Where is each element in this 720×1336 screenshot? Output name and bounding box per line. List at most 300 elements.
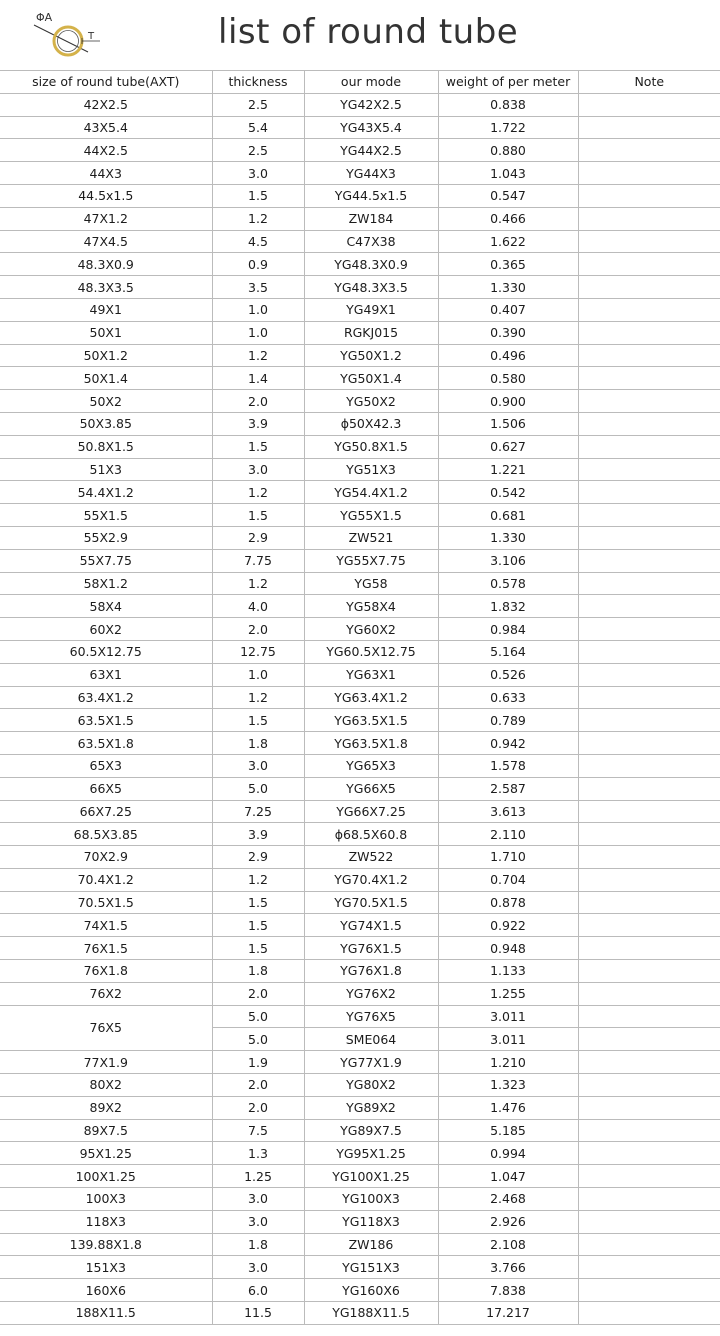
mode-cell: YG54.4X1.2 — [304, 481, 438, 504]
table-row — [0, 663, 720, 686]
note-cell — [578, 549, 720, 572]
mode-cell: YG60X2 — [304, 618, 438, 641]
size-cell: 48.3X0.9 — [0, 253, 212, 276]
weight-cell: 0.407 — [438, 298, 578, 321]
note-cell — [578, 914, 720, 937]
size-cell: 80X2 — [0, 1074, 212, 1097]
table-body — [0, 93, 720, 1324]
table-row — [0, 1302, 720, 1325]
header-weight: weight of per meter — [438, 71, 578, 94]
weight-cell: 1.506 — [438, 412, 578, 435]
weight-cell: 17.217 — [438, 1302, 578, 1325]
weight-cell: 1.330 — [438, 526, 578, 549]
table-row — [0, 504, 720, 527]
size-cell: 63.5X1.5 — [0, 709, 212, 732]
note-cell — [578, 93, 720, 116]
thickness-cell: 1.5 — [212, 937, 304, 960]
thickness-cell: 0.9 — [212, 253, 304, 276]
note-cell — [578, 1074, 720, 1097]
thickness-cell: 3.0 — [212, 1188, 304, 1211]
size-cell: 43X5.4 — [0, 116, 212, 139]
table-row — [0, 686, 720, 709]
thickness-cell: 1.8 — [212, 732, 304, 755]
weight-cell: 0.365 — [438, 253, 578, 276]
size-cell: 50X1 — [0, 321, 212, 344]
weight-cell: 0.994 — [438, 1142, 578, 1165]
table-row — [0, 93, 720, 116]
mode-cell: YG188X11.5 — [304, 1302, 438, 1325]
weight-cell: 0.526 — [438, 663, 578, 686]
table-row — [0, 367, 720, 390]
weight-cell: 0.948 — [438, 937, 578, 960]
table-header-row — [0, 71, 720, 94]
thickness-cell: 1.8 — [212, 1233, 304, 1256]
thickness-cell: 1.2 — [212, 868, 304, 891]
table-row — [0, 982, 720, 1005]
weight-cell: 3.106 — [438, 549, 578, 572]
thickness-cell: 3.0 — [212, 1210, 304, 1233]
weight-cell: 7.838 — [438, 1279, 578, 1302]
note-cell — [578, 253, 720, 276]
mode-cell: YG76X2 — [304, 982, 438, 1005]
note-cell — [578, 367, 720, 390]
note-cell — [578, 184, 720, 207]
weight-cell: 1.210 — [438, 1051, 578, 1074]
header-thickness: thickness — [212, 71, 304, 94]
note-cell — [578, 732, 720, 755]
weight-cell: 1.330 — [438, 276, 578, 299]
thickness-cell: 1.2 — [212, 572, 304, 595]
size-cell: 70X2.9 — [0, 846, 212, 869]
table-row — [0, 709, 720, 732]
mode-cell: RGKJ015 — [304, 321, 438, 344]
size-cell: 100X3 — [0, 1188, 212, 1211]
size-cell: 50X1.4 — [0, 367, 212, 390]
mode-cell: YG58 — [304, 572, 438, 595]
thickness-cell: 4.0 — [212, 595, 304, 618]
size-cell: 50X1.2 — [0, 344, 212, 367]
note-cell — [578, 504, 720, 527]
thickness-cell: 1.0 — [212, 663, 304, 686]
thickness-cell: 3.9 — [212, 412, 304, 435]
weight-cell: 5.164 — [438, 640, 578, 663]
mode-cell: YG50X2 — [304, 390, 438, 413]
mode-cell: ZW521 — [304, 526, 438, 549]
mode-cell: YG49X1 — [304, 298, 438, 321]
weight-cell: 2.587 — [438, 777, 578, 800]
mode-cell: YG160X6 — [304, 1279, 438, 1302]
size-cell: 47X1.2 — [0, 207, 212, 230]
mode-cell: YG70.4X1.2 — [304, 868, 438, 891]
weight-cell: 0.633 — [438, 686, 578, 709]
size-cell: 76X1.8 — [0, 960, 212, 983]
mode-cell: YG44X3 — [304, 162, 438, 185]
weight-cell: 0.466 — [438, 207, 578, 230]
thickness-cell: 1.8 — [212, 960, 304, 983]
thickness-cell: 2.5 — [212, 93, 304, 116]
mode-cell: YG89X2 — [304, 1096, 438, 1119]
note-cell — [578, 298, 720, 321]
size-cell: 188X11.5 — [0, 1302, 212, 1325]
weight-cell: 0.681 — [438, 504, 578, 527]
thickness-cell: 6.0 — [212, 1279, 304, 1302]
size-cell: 66X7.25 — [0, 800, 212, 823]
note-cell — [578, 618, 720, 641]
size-cell: 55X1.5 — [0, 504, 212, 527]
mode-cell: YG50X1.2 — [304, 344, 438, 367]
weight-cell: 0.942 — [438, 732, 578, 755]
note-cell — [578, 1005, 720, 1028]
size-cell: 95X1.25 — [0, 1142, 212, 1165]
round-tube-cross-section-icon — [30, 8, 110, 64]
weight-cell: 0.922 — [438, 914, 578, 937]
size-cell: 89X7.5 — [0, 1119, 212, 1142]
mode-cell: YG42X2.5 — [304, 93, 438, 116]
weight-cell: 1.043 — [438, 162, 578, 185]
note-cell — [578, 1165, 720, 1188]
weight-cell: 0.496 — [438, 344, 578, 367]
note-cell — [578, 390, 720, 413]
mode-cell: YG63.5X1.8 — [304, 732, 438, 755]
thickness-cell: 5.0 — [212, 1028, 304, 1051]
table-row — [0, 390, 720, 413]
size-cell: 65X3 — [0, 754, 212, 777]
thickness-cell: 3.5 — [212, 276, 304, 299]
size-cell: 151X3 — [0, 1256, 212, 1279]
mode-cell: YG55X7.75 — [304, 549, 438, 572]
size-cell: 44X2.5 — [0, 139, 212, 162]
header-mode: our mode — [304, 71, 438, 94]
table-row — [0, 823, 720, 846]
table-row — [0, 549, 720, 572]
table-row — [0, 276, 720, 299]
thickness-cell: 1.2 — [212, 344, 304, 367]
weight-cell: 0.984 — [438, 618, 578, 641]
mode-cell: ɸ68.5X60.8 — [304, 823, 438, 846]
weight-cell: 5.185 — [438, 1119, 578, 1142]
note-cell — [578, 344, 720, 367]
mode-cell: YG48.3X0.9 — [304, 253, 438, 276]
size-cell: 50.8X1.5 — [0, 435, 212, 458]
thickness-cell: 2.0 — [212, 1074, 304, 1097]
round-tube-table — [0, 70, 720, 1325]
table-row — [0, 1279, 720, 1302]
note-cell — [578, 207, 720, 230]
table-row — [0, 116, 720, 139]
mode-cell: ZW522 — [304, 846, 438, 869]
weight-cell: 0.789 — [438, 709, 578, 732]
size-cell: 74X1.5 — [0, 914, 212, 937]
note-cell — [578, 686, 720, 709]
mode-cell: YG60.5X12.75 — [304, 640, 438, 663]
table-row — [0, 595, 720, 618]
thickness-cell: 7.25 — [212, 800, 304, 823]
thickness-cell: 5.4 — [212, 116, 304, 139]
thickness-cell: 11.5 — [212, 1302, 304, 1325]
note-cell — [578, 435, 720, 458]
weight-cell: 0.900 — [438, 390, 578, 413]
thickness-cell: 1.5 — [212, 184, 304, 207]
table-row — [0, 1210, 720, 1233]
table-row — [0, 937, 720, 960]
table-row — [0, 1074, 720, 1097]
mode-cell: YG89X7.5 — [304, 1119, 438, 1142]
table-row — [0, 344, 720, 367]
mode-cell: YG43X5.4 — [304, 116, 438, 139]
thickness-cell: 1.2 — [212, 481, 304, 504]
thickness-cell: 12.75 — [212, 640, 304, 663]
size-cell: 89X2 — [0, 1096, 212, 1119]
mode-cell: YG77X1.9 — [304, 1051, 438, 1074]
mode-cell: YG100X1.25 — [304, 1165, 438, 1188]
weight-cell: 1.722 — [438, 116, 578, 139]
weight-cell: 2.108 — [438, 1233, 578, 1256]
size-cell: 50X2 — [0, 390, 212, 413]
table-row — [0, 481, 720, 504]
note-cell — [578, 116, 720, 139]
weight-cell: 1.476 — [438, 1096, 578, 1119]
size-cell: 76X5 — [0, 1005, 212, 1051]
thickness-cell: 3.0 — [212, 162, 304, 185]
weight-cell: 2.468 — [438, 1188, 578, 1211]
thickness-cell: 5.0 — [212, 777, 304, 800]
thickness-cell: 1.0 — [212, 298, 304, 321]
table-row — [0, 526, 720, 549]
table-row — [0, 732, 720, 755]
table-row — [0, 1005, 720, 1028]
size-cell: 66X5 — [0, 777, 212, 800]
mode-cell: YG76X5 — [304, 1005, 438, 1028]
mode-cell: ZW186 — [304, 1233, 438, 1256]
note-cell — [578, 937, 720, 960]
size-cell: 55X7.75 — [0, 549, 212, 572]
mode-cell: ɸ50X42.3 — [304, 412, 438, 435]
weight-cell: 0.878 — [438, 891, 578, 914]
weight-cell: 2.110 — [438, 823, 578, 846]
note-cell — [578, 1028, 720, 1051]
weight-cell: 0.880 — [438, 139, 578, 162]
note-cell — [578, 846, 720, 869]
header-size: size of round tube(AXT) — [0, 71, 212, 94]
note-cell — [578, 139, 720, 162]
weight-cell: 3.613 — [438, 800, 578, 823]
size-cell: 60X2 — [0, 618, 212, 641]
table-row — [0, 572, 720, 595]
weight-cell: 1.710 — [438, 846, 578, 869]
mode-cell: YG48.3X3.5 — [304, 276, 438, 299]
table-row — [0, 846, 720, 869]
table-row — [0, 754, 720, 777]
weight-cell: 0.627 — [438, 435, 578, 458]
table-row — [0, 1165, 720, 1188]
mode-cell: C47X38 — [304, 230, 438, 253]
note-cell — [578, 1210, 720, 1233]
mode-cell: YG100X3 — [304, 1188, 438, 1211]
note-cell — [578, 1233, 720, 1256]
weight-cell: 0.390 — [438, 321, 578, 344]
table-row — [0, 139, 720, 162]
table-row — [0, 321, 720, 344]
table-row — [0, 435, 720, 458]
table-row — [0, 1256, 720, 1279]
mode-cell: YG74X1.5 — [304, 914, 438, 937]
note-cell — [578, 162, 720, 185]
note-cell — [578, 891, 720, 914]
thickness-cell: 1.5 — [212, 914, 304, 937]
size-cell: 51X3 — [0, 458, 212, 481]
thickness-cell: 7.5 — [212, 1119, 304, 1142]
thickness-cell: 2.0 — [212, 982, 304, 1005]
size-cell: 55X2.9 — [0, 526, 212, 549]
mode-cell: YG51X3 — [304, 458, 438, 481]
weight-cell: 3.766 — [438, 1256, 578, 1279]
table-row — [0, 1188, 720, 1211]
note-cell — [578, 982, 720, 1005]
table-row — [0, 412, 720, 435]
header-note: Note — [578, 71, 720, 94]
size-cell: 49X1 — [0, 298, 212, 321]
size-cell: 100X1.25 — [0, 1165, 212, 1188]
table-row — [0, 777, 720, 800]
note-cell — [578, 481, 720, 504]
size-cell: 48.3X3.5 — [0, 276, 212, 299]
note-cell — [578, 709, 720, 732]
table-row — [0, 891, 720, 914]
weight-cell: 3.011 — [438, 1028, 578, 1051]
table-row — [0, 1119, 720, 1142]
size-cell: 63.5X1.8 — [0, 732, 212, 755]
table-row — [0, 230, 720, 253]
weight-cell: 1.622 — [438, 230, 578, 253]
thickness-cell: 1.0 — [212, 321, 304, 344]
note-cell — [578, 230, 720, 253]
note-cell — [578, 800, 720, 823]
thickness-cell: 1.5 — [212, 891, 304, 914]
mode-cell: YG66X7.25 — [304, 800, 438, 823]
note-cell — [578, 868, 720, 891]
mode-cell: YG80X2 — [304, 1074, 438, 1097]
note-cell — [578, 754, 720, 777]
mode-cell: SME064 — [304, 1028, 438, 1051]
thickness-cell: 1.5 — [212, 504, 304, 527]
mode-cell: YG50X1.4 — [304, 367, 438, 390]
size-cell: 54.4X1.2 — [0, 481, 212, 504]
thickness-cell: 1.9 — [212, 1051, 304, 1074]
thickness-cell: 1.4 — [212, 367, 304, 390]
mode-cell: YG118X3 — [304, 1210, 438, 1233]
table-row — [0, 1051, 720, 1074]
note-cell — [578, 1142, 720, 1165]
mode-cell: YG66X5 — [304, 777, 438, 800]
note-cell — [578, 1279, 720, 1302]
thickness-cell: 1.2 — [212, 686, 304, 709]
weight-cell: 0.704 — [438, 868, 578, 891]
size-cell: 63.4X1.2 — [0, 686, 212, 709]
thickness-cell: 4.5 — [212, 230, 304, 253]
table-row — [0, 868, 720, 891]
thickness-cell: 2.9 — [212, 526, 304, 549]
size-cell: 58X1.2 — [0, 572, 212, 595]
thickness-cell: 1.3 — [212, 1142, 304, 1165]
size-cell: 63X1 — [0, 663, 212, 686]
table-row — [0, 1233, 720, 1256]
note-cell — [578, 663, 720, 686]
table-row — [0, 640, 720, 663]
table-row — [0, 184, 720, 207]
size-cell: 70.4X1.2 — [0, 868, 212, 891]
weight-cell: 1.047 — [438, 1165, 578, 1188]
table-row — [0, 1096, 720, 1119]
thickness-cell: 1.2 — [212, 207, 304, 230]
note-cell — [578, 321, 720, 344]
size-cell: 50X3.85 — [0, 412, 212, 435]
weight-cell: 0.580 — [438, 367, 578, 390]
mode-cell: YG44X2.5 — [304, 139, 438, 162]
weight-cell: 1.832 — [438, 595, 578, 618]
logo-label-a: ΦA — [36, 11, 53, 24]
table-row — [0, 1142, 720, 1165]
thickness-cell: 5.0 — [212, 1005, 304, 1028]
note-cell — [578, 1096, 720, 1119]
mode-cell: YG70.5X1.5 — [304, 891, 438, 914]
thickness-cell: 3.0 — [212, 458, 304, 481]
note-cell — [578, 823, 720, 846]
size-cell: 60.5X12.75 — [0, 640, 212, 663]
note-cell — [578, 458, 720, 481]
mode-cell: ZW184 — [304, 207, 438, 230]
note-cell — [578, 595, 720, 618]
thickness-cell: 1.5 — [212, 435, 304, 458]
weight-cell: 0.542 — [438, 481, 578, 504]
mode-cell: YG58X4 — [304, 595, 438, 618]
table-row — [0, 162, 720, 185]
weight-cell: 0.578 — [438, 572, 578, 595]
note-cell — [578, 777, 720, 800]
size-cell: 76X1.5 — [0, 937, 212, 960]
thickness-cell: 2.0 — [212, 1096, 304, 1119]
size-cell: 44.5x1.5 — [0, 184, 212, 207]
table-row — [0, 253, 720, 276]
thickness-cell: 2.5 — [212, 139, 304, 162]
size-cell: 77X1.9 — [0, 1051, 212, 1074]
mode-cell: YG76X1.5 — [304, 937, 438, 960]
logo-label-t: T — [88, 31, 95, 42]
page-title: list of round tube — [218, 12, 519, 52]
size-cell: 160X6 — [0, 1279, 212, 1302]
weight-cell: 1.221 — [438, 458, 578, 481]
mode-cell: YG76X1.8 — [304, 960, 438, 983]
note-cell — [578, 960, 720, 983]
table-row — [0, 800, 720, 823]
note-cell — [578, 276, 720, 299]
thickness-cell: 3.0 — [212, 1256, 304, 1279]
thickness-cell: 3.0 — [212, 754, 304, 777]
page-header — [0, 0, 720, 70]
table-row — [0, 914, 720, 937]
mode-cell: YG65X3 — [304, 754, 438, 777]
size-cell: 58X4 — [0, 595, 212, 618]
weight-cell: 1.133 — [438, 960, 578, 983]
weight-cell: 1.255 — [438, 982, 578, 1005]
note-cell — [578, 526, 720, 549]
size-cell: 139.88X1.8 — [0, 1233, 212, 1256]
size-cell: 47X4.5 — [0, 230, 212, 253]
table-row — [0, 960, 720, 983]
weight-cell: 3.011 — [438, 1005, 578, 1028]
mode-cell: YG63X1 — [304, 663, 438, 686]
size-cell: 42X2.5 — [0, 93, 212, 116]
table-row — [0, 207, 720, 230]
